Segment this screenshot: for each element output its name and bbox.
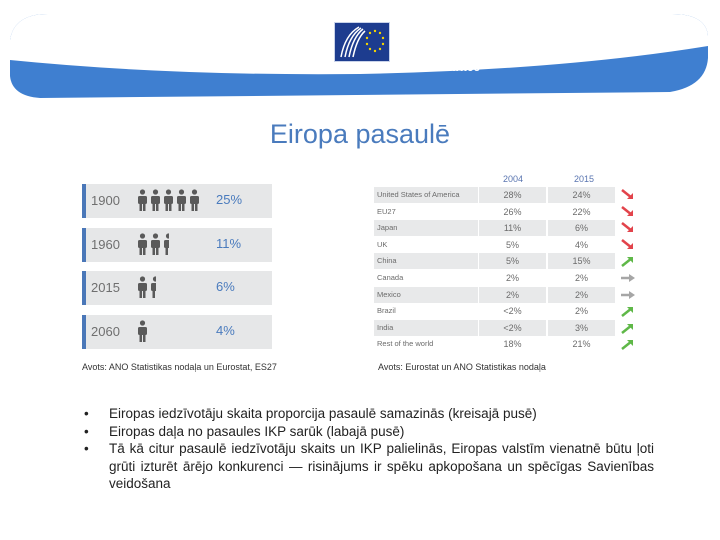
- person-half-icon: [149, 285, 156, 302]
- gdp-table-row: [374, 320, 640, 336]
- population-row: [82, 228, 272, 262]
- country-name: EU27: [377, 206, 396, 216]
- person-icon: [136, 329, 149, 346]
- gdp-table-row: [374, 237, 640, 253]
- share-2004: 11%: [479, 220, 546, 236]
- gdp-table-row: [374, 270, 640, 286]
- population-year: 2060: [91, 324, 120, 339]
- bullet-list: [84, 405, 654, 493]
- people-icons: [136, 320, 149, 347]
- bullet-text: Tā kā citur pasaulē iedzīvotāju skaits un IKP palielinās, Eiropas valstīm vienatnē būtu ļoti grūti izturēt ārējo konkurenci — risinājums ir spēku apkopošana un spēcīgas Savienības veidošana: [109, 441, 654, 491]
- source-left: Avots: ANO Statistikas nodaļa un Eurostat, ES27: [82, 362, 277, 372]
- share-2015: 24%: [548, 187, 615, 203]
- trend-down-icon: [620, 238, 636, 252]
- bullet-dot-icon: •: [84, 441, 89, 456]
- population-year: 2015: [91, 280, 120, 295]
- person-icon: [136, 285, 149, 302]
- population-row: [82, 184, 272, 218]
- person-icon: [162, 198, 175, 215]
- bullet-text: Eiropas daļa no pasaules IKP sarūk (labajā pusē): [109, 423, 405, 439]
- share-2004: 2%: [505, 273, 519, 283]
- country-name: India: [374, 320, 478, 336]
- country-name: China: [374, 253, 478, 269]
- trend-up-icon: [620, 321, 636, 335]
- trend-down-icon: [620, 221, 636, 235]
- person-icon: [136, 242, 149, 259]
- share-2004: 28%: [479, 187, 546, 203]
- trend-up-icon: [620, 337, 636, 351]
- gdp-table-row: [374, 220, 640, 236]
- population-share: 25%: [216, 192, 243, 207]
- people-icons: [136, 276, 156, 303]
- gdp-table-row: [374, 187, 640, 203]
- slide-title: Eiropa pasaulē: [269, 119, 451, 149]
- share-2004: 26%: [503, 206, 522, 217]
- share-2015: 15%: [548, 253, 615, 269]
- person-icon: [175, 198, 188, 215]
- trend-flat-icon: [620, 288, 636, 302]
- country-name: Brazil: [377, 306, 396, 316]
- gdp-table-row: [374, 287, 640, 303]
- population-share: 11%: [216, 236, 242, 251]
- population-year: 1960: [91, 237, 120, 252]
- bullet-text: Eiropas iedzīvotāju skaita proporcija pasaulē samazinās (kreisajā pusē): [109, 406, 537, 421]
- person-icon: [188, 198, 201, 215]
- share-2004: 2%: [479, 287, 546, 303]
- eesc-logo: [334, 22, 390, 62]
- population-share: 6%: [216, 279, 235, 294]
- country-name: Mexico: [374, 287, 478, 303]
- population-year: 1900: [91, 193, 120, 208]
- population-share: 4%: [216, 323, 235, 338]
- gdp-table-row: [374, 204, 640, 220]
- share-2015: 4%: [574, 239, 588, 250]
- share-2015: 6%: [548, 220, 615, 236]
- country-name: United States of America: [374, 187, 478, 203]
- gdp-table-row: [374, 253, 640, 269]
- row-accent-bar: [82, 184, 86, 218]
- gdp-table-row: [374, 336, 640, 352]
- row-accent-bar: [82, 271, 86, 305]
- share-2004: 5%: [505, 239, 519, 250]
- trend-up-icon: [620, 304, 636, 318]
- organization-name: European Economic and Social Committee: [242, 62, 481, 74]
- bullet-dot-icon: •: [84, 406, 89, 421]
- bullet-item: [84, 423, 654, 441]
- population-row: [82, 315, 272, 349]
- source-right: Avots: Eurostat un ANO Statistikas nodaļa: [378, 362, 546, 372]
- trend-flat-icon: [620, 271, 636, 285]
- bullet-item: [84, 405, 654, 423]
- share-2015: 21%: [572, 339, 591, 350]
- share-2004: 5%: [479, 253, 546, 269]
- bullet-item: [84, 440, 654, 493]
- share-2015: 2%: [574, 273, 588, 283]
- trend-down-icon: [620, 205, 636, 219]
- gdp-table-row: [374, 303, 640, 319]
- country-name: Canada: [377, 273, 404, 282]
- people-icons: [136, 233, 169, 260]
- share-2004: <2%: [503, 306, 522, 317]
- person-half-icon: [162, 242, 169, 259]
- share-2015: 2%: [548, 287, 615, 303]
- person-icon: [136, 198, 149, 215]
- row-accent-bar: [82, 315, 86, 349]
- trend-up-icon: [620, 254, 636, 268]
- share-2015: 22%: [572, 206, 591, 217]
- person-icon: [149, 242, 162, 259]
- person-icon: [149, 198, 162, 215]
- population-row: [82, 271, 272, 305]
- share-2015: 3%: [548, 320, 615, 336]
- people-icons: [136, 189, 201, 216]
- row-accent-bar: [82, 228, 86, 262]
- share-2015: 2%: [574, 306, 588, 317]
- column-header-2015: 2015: [573, 174, 595, 184]
- trend-down-icon: [620, 188, 636, 202]
- column-header-2004: 2004: [502, 174, 524, 184]
- share-2004: <2%: [479, 320, 546, 336]
- share-2004: 18%: [503, 339, 522, 350]
- country-name: Rest of the world: [377, 339, 434, 349]
- bullet-dot-icon: •: [84, 423, 89, 439]
- country-name: Japan: [374, 220, 478, 236]
- country-name: UK: [377, 239, 388, 249]
